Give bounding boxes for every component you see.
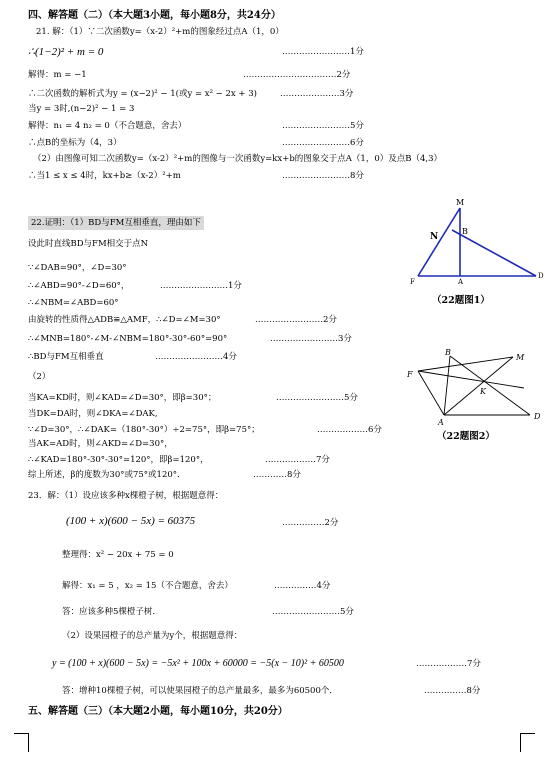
q21-score-8: ……………………8分 bbox=[282, 171, 364, 181]
q22-score-7: ………………7分 bbox=[265, 455, 330, 465]
figure-22-2 bbox=[404, 346, 548, 426]
section-heading-4: 四、解答题（二）（本大题3小题，每小题8分，共24分） bbox=[28, 10, 281, 21]
q22-score-6: ………………6分 bbox=[317, 425, 382, 435]
q23-line-5: 答：应该多种5棵橙子树. bbox=[62, 607, 156, 617]
fig2-label-k: K bbox=[480, 387, 486, 396]
q22-line-5: ∴∠NBM=∠ABD=60° bbox=[28, 298, 119, 308]
figure-22-1-caption: （22题图1） bbox=[432, 295, 490, 306]
q22-score-2: ……………………2分 bbox=[255, 315, 337, 325]
q21-score-2: ……………………………2分 bbox=[243, 70, 351, 80]
q23-score-5: ……………………5分 bbox=[272, 607, 354, 617]
q21-line-5: 当y = 3时,(n−2)² − 1 = 3 bbox=[28, 104, 135, 114]
fig1-label-b: B bbox=[462, 227, 468, 236]
q22-line-14: ∴∠KAD=180°-30°-30°=120°，即β=120°， bbox=[28, 455, 209, 465]
figure-22-1-lines bbox=[418, 208, 536, 276]
q22-line-2: 设此时直线BD与FM相交于点N bbox=[28, 239, 149, 249]
q22-line-7: ∴∠MNB=180°-∠M-∠NBM=180°-30°-60°=90° bbox=[28, 334, 228, 344]
q22-line-10: 当KA=KD时，则∠KAD=∠D=30°，即β=30°； bbox=[28, 393, 217, 403]
q23-score-4: ……………4分 bbox=[274, 581, 331, 591]
q22-line-13: 当AK=AD时，则∠AKD=∠D=30°， bbox=[28, 439, 173, 449]
q22-line-8: ∴BD与FM互相垂直 bbox=[28, 352, 104, 362]
fig1-label-f: F bbox=[410, 278, 415, 284]
q23-line-6: （2）设果园橙子的总产量为y个，根据题意得： bbox=[62, 631, 243, 641]
q22-score-4: ……………………4分 bbox=[155, 352, 237, 362]
crop-mark-right bbox=[520, 733, 535, 752]
fig1-label-a: A bbox=[458, 278, 464, 284]
q21-line-9: ∴当1 ≤ x ≤ 4时，kx+b≥（x-2）²+m bbox=[28, 171, 181, 181]
q22-line-12: ∵∠D=30°，∴∠DAK=（180°-30°）÷2=75°，即β=75°； bbox=[28, 425, 260, 435]
q21-line-1: 21. 解：（1）∵二次函数y=（x-2）²+m的图象经过点A（1，0） bbox=[36, 27, 284, 37]
q21-line-4: ∴二次函数的解析式为y = (x−2)² − 1(或y = x² − 2x + 3) bbox=[28, 89, 257, 99]
q22-line-15: 综上所述，β的度数为30°或75°或120°． bbox=[28, 470, 186, 480]
q23-score-2: ……………2分 bbox=[282, 518, 339, 528]
fig1-label-n: N bbox=[430, 232, 439, 242]
q22-line-3: ∵∠DAB=90°，∠D=30° bbox=[28, 263, 127, 273]
fig2-label-d: D bbox=[534, 412, 541, 421]
q23-line-4: 解得：x₁ = 5 ，x₂ = 15（不合题意，舍去） bbox=[62, 581, 233, 591]
fig2-label-b: B bbox=[445, 348, 451, 357]
q23-line-3: 整理得：x² − 20x + 75 = 0 bbox=[62, 550, 174, 560]
fig1-label-d: D bbox=[538, 272, 544, 280]
q23-score-7: ………………7分 bbox=[416, 659, 481, 669]
figure-22-2-caption: （22题图2） bbox=[437, 431, 495, 442]
figure-22-1 bbox=[404, 196, 548, 284]
q21-score-5: ……………………5分 bbox=[282, 121, 364, 131]
q21-line-8: （2）由图像可知二次函数y=（x-2）²+m的图像与一次函数y=kx+b的图象交于点A（1，0）及点B（4,3） bbox=[33, 154, 442, 164]
section-heading-5: 五、解答题（三）（本大题2小题，每小题10分，共20分） bbox=[28, 706, 288, 717]
q21-line-7: ∴点B的坐标为（4，3） bbox=[28, 138, 122, 148]
q22-line-6: 由旋转的性质得△ADB≌△AMF，∴∠D=∠M=30° bbox=[28, 315, 221, 325]
q23-line-1: 23．解：（1）设应该多种x棵橙子树，根据题意得： bbox=[28, 491, 224, 501]
q22-score-5: ……………………5分 bbox=[276, 393, 358, 403]
q21-score-1: ……………………1分 bbox=[282, 47, 364, 57]
fig2-label-f: F bbox=[407, 370, 413, 379]
q22-line-4: ∴∠ABD=90°-∠D=60°， bbox=[28, 281, 130, 291]
q21-line-2: ∴(1−2)² + m = 0 bbox=[28, 46, 104, 58]
fig1-label-m: M bbox=[456, 198, 465, 207]
q21-score-3: …………………3分 bbox=[280, 89, 354, 99]
q21-line-6: 解得：n₁ = 4 n₂ = 0（不合题意，舍去） bbox=[28, 121, 187, 131]
q21-score-6: ……………………6分 bbox=[282, 138, 364, 148]
q22-line-1: 22.证明：（1）BD与FM互相垂直，理由如下 bbox=[28, 216, 204, 230]
q21-line-3: 解得：m = −1 bbox=[28, 70, 87, 80]
q23-line-7: y = (100 + x)(600 − 5x) = −5x² + 100x + 60000 = −5(x − 10)² + 60500 bbox=[52, 658, 344, 669]
fig2-label-a: A bbox=[438, 418, 444, 426]
q22-score-1: ……………………1分 bbox=[160, 281, 242, 291]
q23-line-2: (100 + x)(600 − 5x) = 60375 bbox=[66, 515, 196, 527]
q22-line-9: （2） bbox=[28, 372, 51, 382]
q23-line-8: 答：增种10棵橙子树，可以使果园橙子的总产量最多，最多为60500个． bbox=[62, 686, 338, 696]
crop-mark-left bbox=[14, 733, 29, 752]
fig2-label-m: M bbox=[516, 353, 525, 362]
q22-score-8: …………8分 bbox=[253, 470, 301, 480]
q23-score-8: ……………8分 bbox=[424, 686, 481, 696]
figure-22-2-lines bbox=[418, 356, 530, 415]
q22-line-11: 当DK=DA时，则∠DKA=∠DAK, bbox=[28, 409, 158, 419]
q22-score-3: ……………………3分 bbox=[270, 334, 352, 344]
